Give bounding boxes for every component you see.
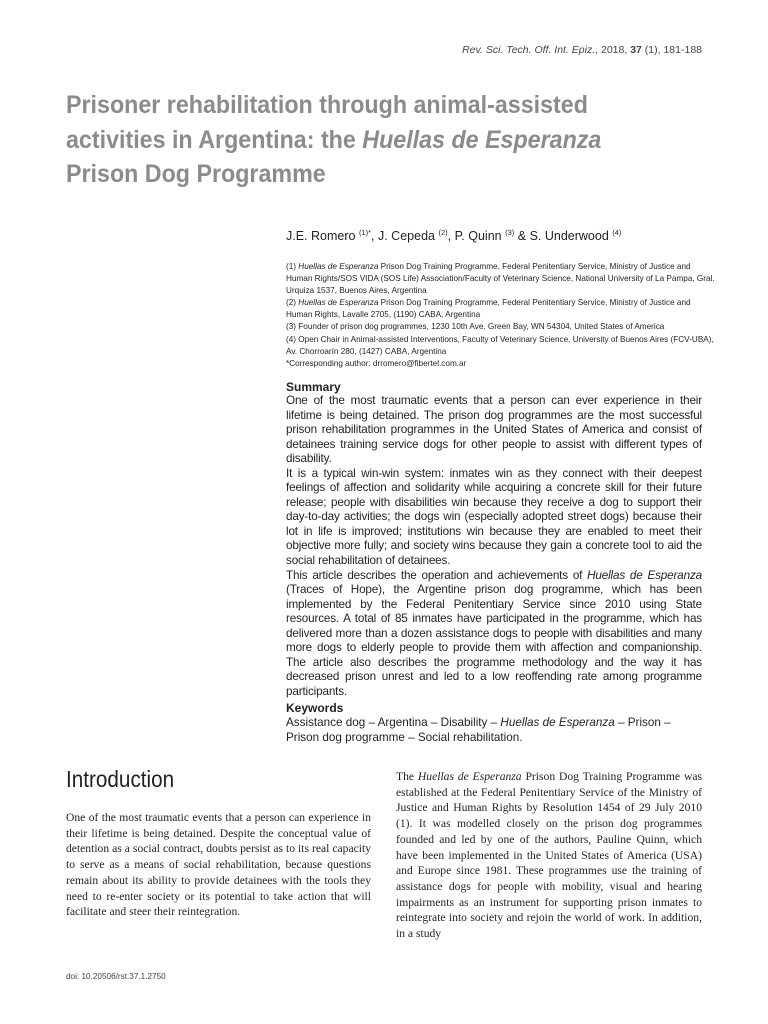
author-separator: , xyxy=(447,229,455,243)
keywords-heading: Keywords xyxy=(286,701,344,715)
author-affiliation-mark: (2) xyxy=(438,228,448,237)
intro-italic: Huellas de Esperanza xyxy=(417,770,522,783)
summary-paragraph: One of the most traumatic events that a person can ever experience in their lifetime is being detained. The prison dog programmes are the most successful prison rehabilitation programmes in the United States of America and consist of detainees training service dogs for other people to assist with different types of disability. xyxy=(286,394,702,466)
title-part-1: Prisoner rehabilitation through animal-assisted activities in Argentina: the xyxy=(66,91,588,154)
affiliation-number: (1) xyxy=(286,262,299,271)
keywords-italic: Huellas de Esperanza xyxy=(500,716,615,729)
author-affiliation-mark: (3) xyxy=(505,228,515,237)
summary-text: This article describes the operation and achievements of xyxy=(286,568,588,582)
summary-heading: Summary xyxy=(286,380,341,394)
affiliation-number: (3) xyxy=(286,322,299,332)
affiliation-item xyxy=(286,321,716,333)
keywords-text: Assistance dog – Argentina – Disability – xyxy=(286,716,501,729)
keywords-list xyxy=(286,716,702,745)
journal-year: , 2018, xyxy=(595,44,631,56)
affiliation-item xyxy=(286,261,716,297)
intro-paragraph-left: One of the most traumatic events that a person can experience in their lifetime is being detained. Despite the conceptual value of detention as a social contract, doubts persist as to its real capacity to serve as a means of social rehabilitation, because questions remain about its ability to provide detainees with the tools they need to re-enter society or its potential to take action that will facilitate and steer their reintegration. xyxy=(66,811,371,919)
author-affiliation-mark: (1)* xyxy=(358,228,372,237)
author-name: J.E. Romero xyxy=(286,229,359,243)
journal-volume: 37 xyxy=(630,44,642,56)
summary-italic: Huellas de Esperanza xyxy=(587,568,702,582)
summary-paragraph xyxy=(286,569,702,700)
affiliation-item xyxy=(286,297,716,321)
author-list xyxy=(286,228,621,243)
author-name: S. Underwood xyxy=(529,229,613,243)
intro-text: Prison Dog Training Programme was established at the Federal Penitentiary Service of the Ministry of Justice and Human Rights by Resolution 1454 of 29 July 2010 (1). It was modelled closely on the prison dog programmes founded and led by one of the authors, Pauline Quinn, which have been implemented in the United States of America (USA) and Europe since 1981. These programmes use the training of assistance dogs for people with mobility, visual and hearing impairments as an instrument for supporting prison inmates to reintegrate into society and rejoin the world of work. In addition, in a study xyxy=(396,770,702,941)
intro-paragraph-right xyxy=(396,769,702,942)
author-name: J. Cepeda xyxy=(377,229,439,243)
author-name: P. Quinn xyxy=(454,229,506,243)
affiliation-number: (2) xyxy=(286,298,299,308)
affiliation-number: (4) xyxy=(286,334,299,344)
affiliation-text: Prison Dog Training Programme, Federal Penitentiary Service, Ministry of Justice and Human Rights/SOS VIDA (SOS Life) Association/Faculty of Veterinary Science, National University of La Pampa, Gral. Urquiza 1537, Buenos Aires, Argentina xyxy=(286,262,715,296)
keywords-text: – Prison – Prison dog programme – Social rehabilitation. xyxy=(286,716,671,744)
affiliation-item xyxy=(286,334,716,358)
doi-footer: doi: 10.20506/rst.37.1.2750 xyxy=(66,972,166,981)
intro-text: The xyxy=(396,770,418,783)
section-heading-introduction: Introduction xyxy=(66,766,175,792)
summary-paragraph: It is a typical win-win system: inmates win as they connect with their deepest feelings of affection and solidarity while acquiring a concrete skill for their future release; people with disabilities win because they receive a dog to support their day-to-day activities; the dogs win (especially adopted street dogs) because their lot in life is improved; institutions win because they are enabled to meet their objective more fully; and society wins because they gain a concrete tool to aid the social rehabilitation of detainees. xyxy=(286,466,702,568)
affiliation-text: Open Chair in Animal-assisted Interventions, Faculty of Veterinary Science, University of Buenos Aires (FCV-UBA), Av. Chorroarín 280, (1427) CABA, Argentina xyxy=(286,334,714,356)
title-italic: Huellas de Esperanza xyxy=(362,125,602,154)
summary-text: (Traces of Hope), the Argentine prison dog programme, which has been implemented by the Federal Penitentiary Service since 2010 using State resources. A total of 85 inmates have participated in the programme, which has delivered more than a dozen assistance dogs to people with disabilities and many more dogs to elderly people to provide them with affection and companionship. The article also describes the programme methodology and the way it has decreased prison unrest and led to a low reoffending rate among programme participants. xyxy=(286,583,702,698)
title-part-2: Prison Dog Programme xyxy=(66,160,326,188)
journal-reference xyxy=(462,44,702,56)
corresponding-author-text: *Corresponding author: drromero@fibertel.com.ar xyxy=(286,358,467,368)
article-title xyxy=(66,88,680,192)
affiliation-italic: Huellas de Esperanza xyxy=(298,262,379,271)
affiliation-italic: Huellas de Esperanza xyxy=(298,298,379,308)
journal-pages: (1), 181-188 xyxy=(641,44,702,56)
author-separator: & xyxy=(514,229,530,243)
corresponding-author xyxy=(286,358,716,370)
affiliations xyxy=(286,261,716,370)
affiliation-text: Prison Dog Training Programme, Federal Penitentiary Service, Ministry of Justice and Human Rights, Lavalle 2705, (1190) CABA, Argentina xyxy=(286,298,691,320)
summary-body xyxy=(286,394,702,699)
author-affiliation-mark: (4) xyxy=(612,228,622,237)
affiliation-text: Founder of prison dog programmes, 1230 10th Ave. Green Bay, WN 54304, United States of America xyxy=(298,322,665,332)
journal-abbrev: Rev. Sci. Tech. Off. Int. Epiz. xyxy=(462,44,596,56)
author-separator: , xyxy=(371,229,378,243)
